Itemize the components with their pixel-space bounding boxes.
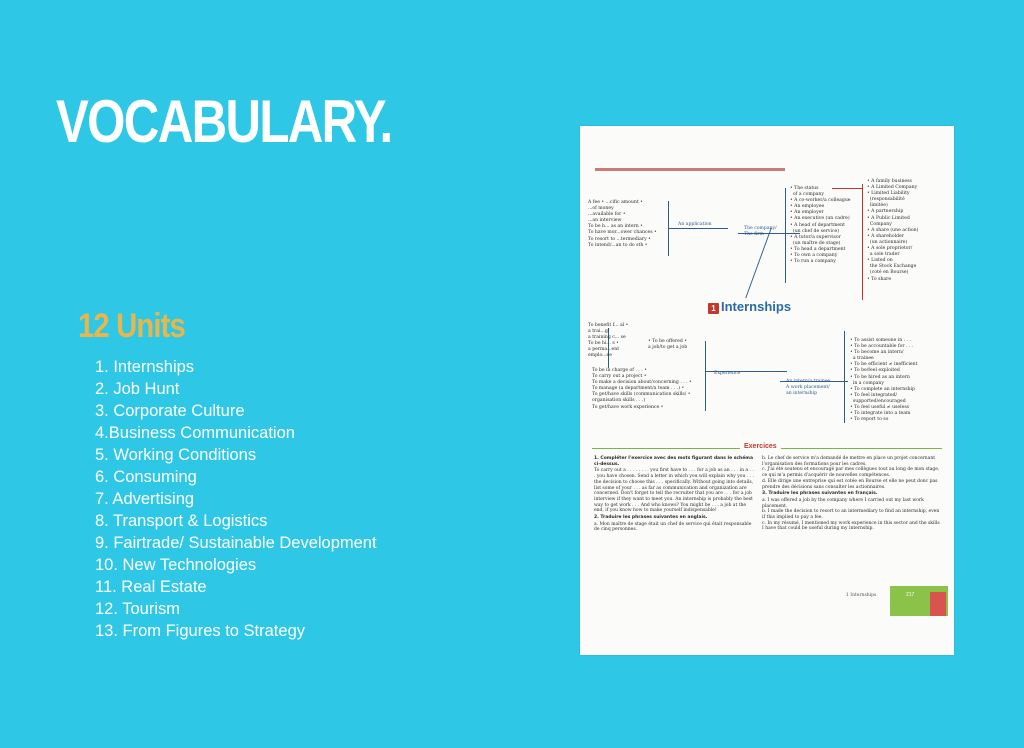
exercise-1-text: To carry out a . . . . . . . . you first have to . . . for a job as an . . . in a . . . you have chosen. Send a letter in which you will explain why you . . . the decision to choose this . . . specifically. Without going into details, list some of your . . . as far as communication and organization are concerned. Don't forget to tell the recruiter that you are . . . for a job interview if they want to meet you. An internship is probably the best way to get work . . . And who knows? You might be . . . a job at the end, if you know how to make yourself indispensable!: [594, 468, 754, 514]
term-group-status: • A family business • A Limited Company • Limited Liability (responsabilité limitée) • A partnership • A Public Limited Company • A share (une action) • A shareholder (un actionnaire) • A sole proprietor/ a sole trader • Listed on the Stock Exchange (coté en Bourse) • To share: [867, 179, 919, 282]
exercises-left-column: [594, 456, 754, 534]
unit-item: 9. Fairtrade/ Sustainable Development: [95, 534, 377, 552]
unit-item: 13. From Figures to Strategy: [95, 622, 305, 640]
term-group-experience: To be in charge of . . . • To carry out a project • To make a decision about/concerning . . . • To manage (a department/a team . . .) • To get/have skills (communication skills/ • organisation skills . . .) To get/have work experience •: [592, 368, 692, 410]
node-application: An application: [678, 222, 712, 227]
exercise-3-heading: 3. Traduire les phrases suivantes en français.: [762, 491, 878, 497]
exercises-title: Exercices: [740, 443, 781, 450]
unit-item: 1. Internships: [95, 358, 195, 376]
unit-item: 4.Business Communication: [95, 424, 295, 442]
term-group-fee: A fee • ...cific amount • ...of money ...available for • ...an interview To be h... as an intern • To have mor...ower chances • To resort to ...termediary • To intend/...an to do sth •: [588, 200, 657, 248]
exercise-2-more: b. Le chef de service m'a demandé de mettre en place un projet concernant l'organisation des formations pour les cadres. c. J'ai été soutenu et encouragé par mes collègues tout au long de mon stage, ce qui m'a permis d'acquérir de nouvelles compétences. d. Elle dirige une entreprise qui est cotée en Bourse et elle ne peut donc pas prendre des décisions sans consulter les actionnaires.: [762, 456, 940, 490]
exercises-right-column: [762, 456, 940, 533]
textbook-page-image: [580, 126, 954, 655]
unit-item: 3. Corporate Culture: [95, 402, 245, 420]
page-corner-accent: [930, 592, 946, 616]
exercise-1-heading: 1. Compléter l'exercice avec des mots figurant dans le schéma ci-dessus.: [594, 456, 754, 467]
unit-item: 8. Transport & Logistics: [95, 512, 268, 530]
unit-item: 2. Job Hunt: [95, 380, 180, 398]
page-header-bar: [595, 168, 785, 171]
exercise-2-heading: 2. Traduire les phrases suivantes en anglais.: [594, 515, 708, 521]
exercise-2-text: a. Mon maître de stage était un chef de service qui était responsable de cinq personnes.: [594, 521, 752, 533]
node-company: The company/ The firm: [744, 226, 777, 238]
unit-item: 12. Tourism: [95, 600, 180, 618]
diagram-center-title: [708, 299, 791, 314]
connector-line: [715, 228, 771, 298]
connector-line: [844, 331, 845, 423]
unit-number-badge: 1: [708, 303, 719, 314]
page-footer-label: 1 Internships: [846, 593, 877, 598]
connector-line: [862, 184, 863, 300]
connector-line: [668, 228, 728, 229]
center-title-text: Internships: [721, 299, 792, 314]
connector-line: [785, 188, 786, 283]
term-group-offer: • To be offered • a job/to get a job: [648, 339, 688, 351]
units-heading: 12 Units: [78, 307, 185, 345]
unit-item: 6. Consuming: [95, 468, 197, 486]
page-number: 217: [906, 592, 915, 598]
unit-item: 5. Working Conditions: [95, 446, 257, 464]
term-group-benefit: To benefit f... al • a trai...g/ a training c... se To be hi... s • a perma...ent emplo...ee: [588, 323, 629, 359]
exercise-3-text: a. I was offered a job by the company where I carried out my last work placement. b. I made the decision to resort to an intermediary to find an internship, even if this implied to pay a fee. c. In my résumé, I mentioned my work experience in this sector and the skills I have that could be useful during my internship.: [762, 497, 940, 532]
node-intern: An intern/a trainee A work placement/ an internship: [786, 379, 831, 397]
slide-title: VOCABULARY.: [56, 88, 392, 155]
unit-item: 7. Advertising: [95, 490, 195, 508]
term-group-intern: • To assist someone in . . . • To be accountable for . . . • To become an intern/ a trainee • To be efficient ≠ inefficient • To be/feel exploited • To be hired as an intern in a company • To complete an internship • To feel integrated/ supported/encouraged • To feel useful ≠ useless • To integrate into a team • To report to so: [850, 338, 918, 423]
unit-item: 10. New Technologies: [95, 556, 257, 574]
units-list: [95, 356, 377, 642]
unit-item: 11. Real Estate: [95, 578, 207, 596]
node-experience: Experience: [714, 371, 741, 376]
term-group-company: • The status of a company • A co-worker/a colleague • An employee • An employer • An executive (un cadre) • A head of department (un chef de service) • A tutor/a supervisor (un maître de stage) • To head a department • To own a company • To run a company: [790, 186, 851, 265]
connector-line: [705, 341, 706, 411]
